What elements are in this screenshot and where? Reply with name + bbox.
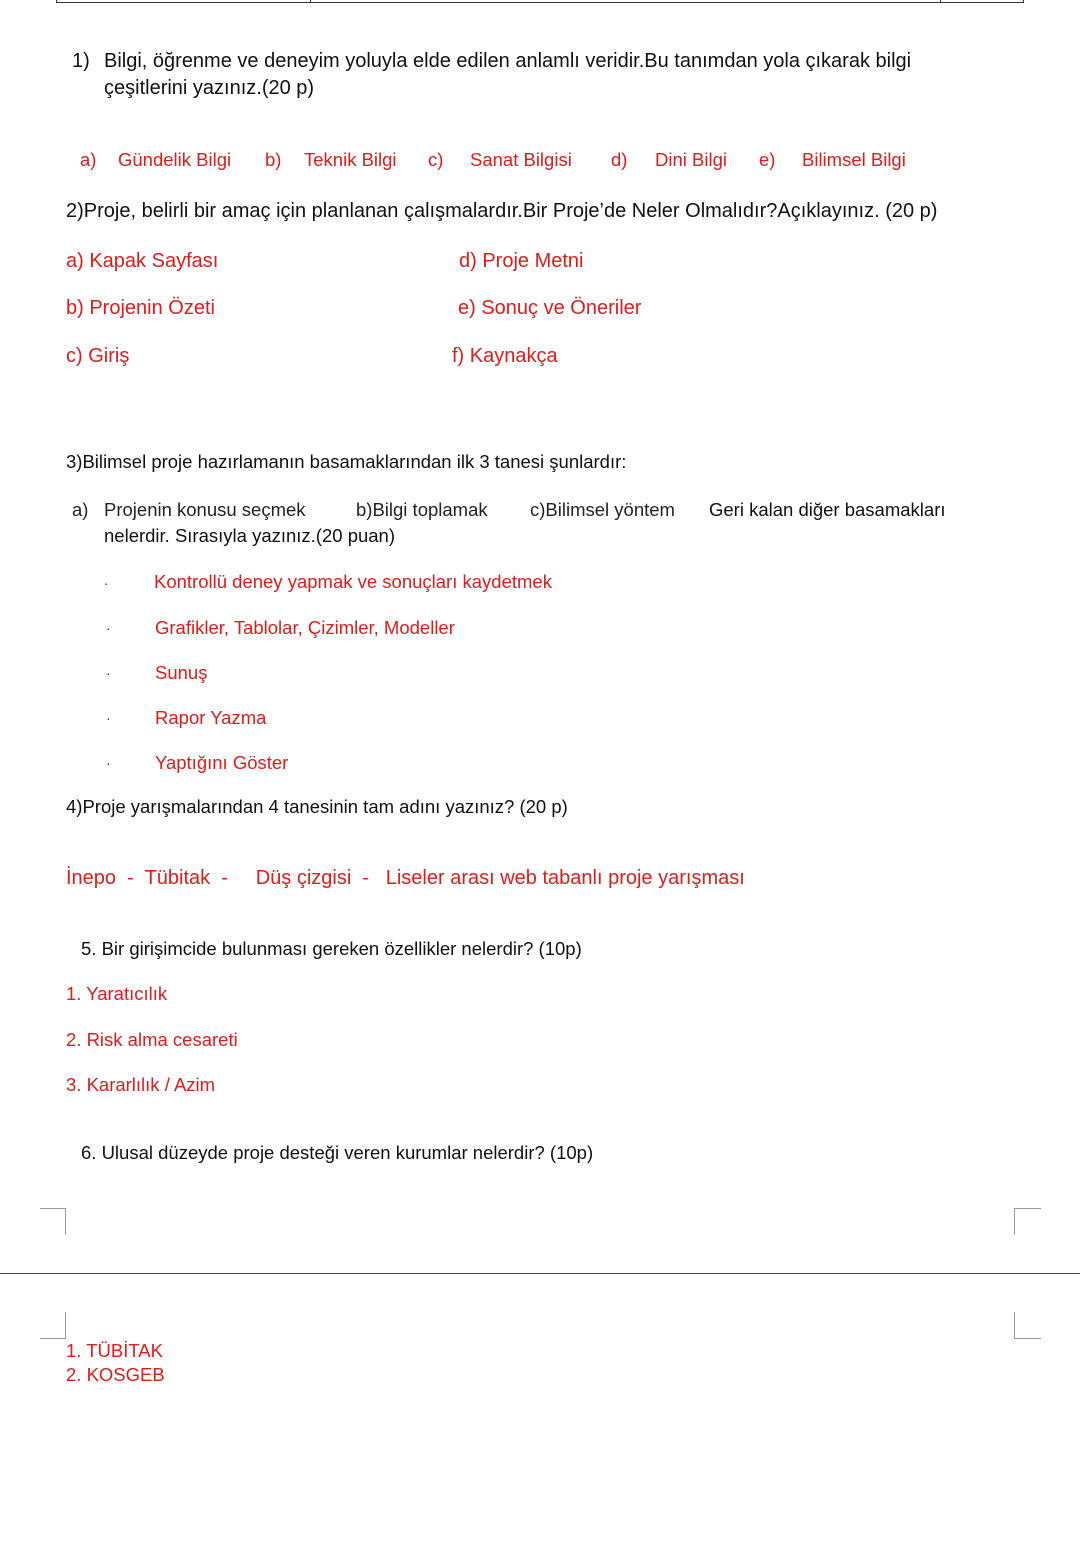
q3-ask: Geri kalan diğer basamakları (709, 499, 946, 520)
a3-item-4: Yaptığını Göster (155, 752, 289, 773)
a3-bullet-3: · (106, 710, 111, 726)
q3-step1: Projenin konusu seçmek (104, 499, 306, 520)
a2-left-1: b) Projenin Özeti (66, 297, 215, 319)
a3-item-2: Sunuş (155, 662, 208, 683)
a5-item-0: 1. Yaratıcılık (66, 983, 168, 1004)
a3-item-1: Grafikler, Tablolar, Çizimler, Modeller (155, 617, 455, 638)
q5-text: 5. Bir girişimcide bulunması gereken özellikler nelerdir? (10p) (81, 938, 582, 959)
a1-letter-e: e) (759, 149, 776, 170)
q1-line2: çeşitlerini yazınız.(20 p) (104, 77, 315, 99)
crop-mark-top-right (1014, 1208, 1041, 1235)
a4-text: İnepo - Tübitak - Düş çizgisi - Liseler arası web tabanlı proje yarışması (66, 867, 745, 889)
a3-item-0: Kontrollü deney yapmak ve sonuçları kaydetmek (154, 571, 552, 592)
a1-letter-a: a) (80, 149, 97, 170)
a2-right-0: d) Proje Metni (459, 250, 584, 272)
a3-bullet-4: · (106, 755, 111, 771)
q3-ask2: nelerdir. Sırasıyla yazınız.(20 puan) (104, 525, 396, 546)
top-table-divider-end (1023, 0, 1024, 3)
q3-item-a: a) (72, 499, 89, 520)
a6-item-1: 2. KOSGEB (66, 1364, 165, 1385)
a5-item-1: 2. Risk alma cesareti (66, 1029, 238, 1050)
a6-item-0: 1. TÜBİTAK (66, 1340, 163, 1361)
top-table-divider-left (56, 0, 57, 3)
q3-title: 3)Bilimsel proje hazırlamanın basamaklarından ilk 3 tanesi şunlardır: (66, 451, 627, 472)
a3-bullet-0: . (104, 572, 108, 588)
a1-item-d: Dini Bilgi (655, 149, 727, 170)
a1-item-e: Bilimsel Bilgi (802, 149, 906, 170)
a5-item-2: 3. Kararlılık / Azim (66, 1074, 216, 1095)
a2-right-2: f) Kaynakça (452, 345, 558, 367)
crop-mark-bottom-right (1014, 1312, 1041, 1339)
top-table-border (56, 2, 1024, 3)
a1-item-c: Sanat Bilgisi (470, 149, 572, 170)
a2-left-0: a) Kapak Sayfası (66, 250, 219, 272)
a2-left-2: c) Giriş (66, 345, 130, 367)
top-table-divider-right (940, 0, 941, 3)
a1-letter-b: b) (265, 149, 282, 170)
top-table-divider-mid (310, 0, 311, 3)
q6-text: 6. Ulusal düzeyde proje desteği veren kurumlar nelerdir? (10p) (81, 1142, 594, 1163)
a1-letter-c: c) (428, 149, 444, 170)
q2-text: 2)Proje, belirli bir amaç için planlanan çalışmalardır.Bir Proje’de Neler Olmalıdır?Açıklayınız. (20 p) (66, 200, 938, 222)
page-break-line (0, 1273, 1080, 1274)
a1-item-a: Gündelik Bilgi (118, 149, 232, 170)
q1-number: 1) (72, 50, 90, 72)
q4-text: 4)Proje yarışmalarından 4 tanesinin tam adını yazınız? (20 p) (66, 796, 568, 817)
q3-step2: b)Bilgi toplamak (356, 499, 488, 520)
a3-bullet-1: · (106, 620, 111, 636)
a3-item-3: Rapor Yazma (155, 707, 267, 728)
a3-bullet-2: · (106, 665, 111, 681)
a1-letter-d: d) (611, 149, 628, 170)
crop-mark-bottom-left (40, 1312, 66, 1339)
a1-item-b: Teknik Bilgi (304, 149, 397, 170)
a2-right-1: e) Sonuç ve Öneriler (458, 297, 642, 319)
q3-step3: c)Bilimsel yöntem (530, 499, 675, 520)
crop-mark-top-left (40, 1208, 66, 1235)
q1-line1: Bilgi, öğrenme ve deneyim yoluyla elde edilen anlamlı veridir.Bu tanımdan yola çıkarak bilgi (104, 50, 912, 72)
